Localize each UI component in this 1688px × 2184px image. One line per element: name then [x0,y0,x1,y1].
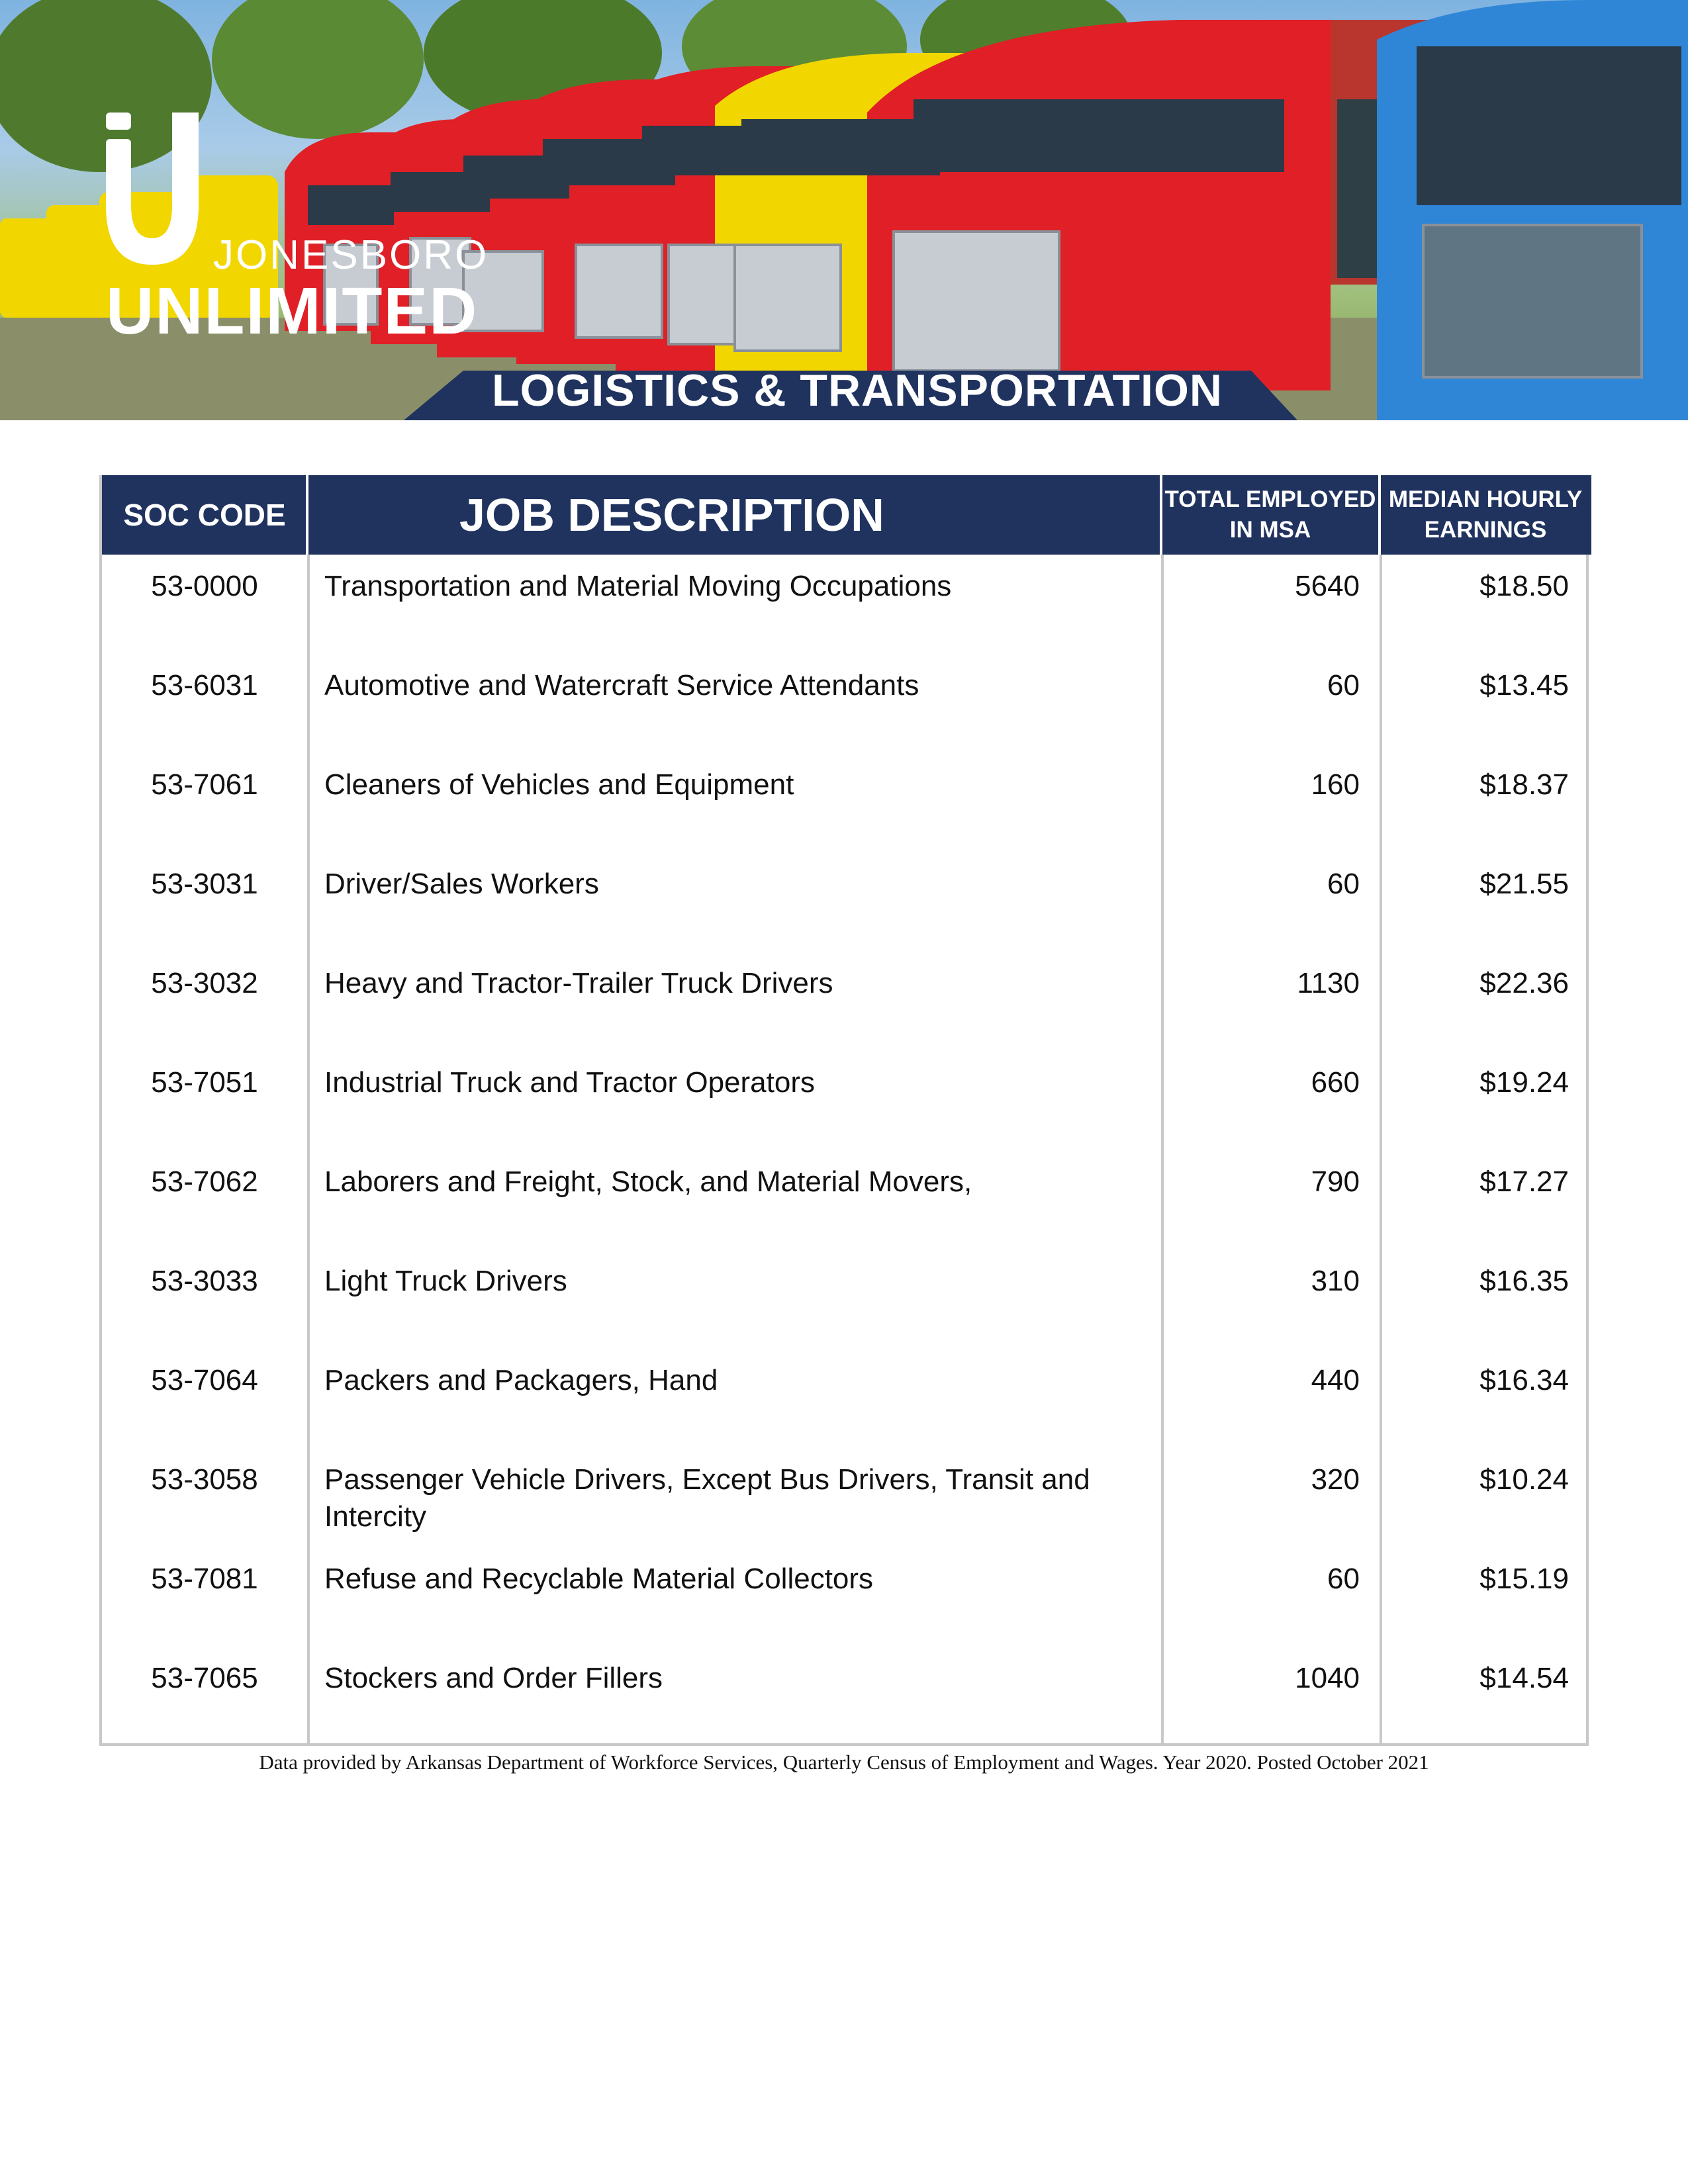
median-earnings-cell: $21.55 [1479,868,1569,900]
total-employed-cell: 310 [1311,1265,1360,1297]
soc-code-cell: 53-7062 [151,1165,258,1198]
total-employed-cell: 60 [1327,868,1360,900]
header-divider [1378,475,1381,555]
total-employed-cell: 790 [1311,1165,1360,1198]
logo-wordmark-top: JONESBORO [213,232,489,278]
table-row [102,555,1591,654]
table-row [102,1547,1591,1647]
median-earnings-cell: $13.45 [1479,669,1569,702]
trucks-photo [0,0,1688,420]
median-earnings-cell: $19.24 [1479,1066,1569,1099]
header-divider [306,475,308,555]
median-earnings-cell: $16.35 [1479,1265,1569,1297]
header-total-employed-line1: TOTAL EMPLOYED [1164,486,1376,512]
header-total-employed-line2: IN MSA [1229,517,1311,543]
header-total-employed [1161,475,1380,555]
source-footnote: Data provided by Arkansas Department of Workforce Services, Quarterly Census of Employment and Wages. Year 2020. Posted October 2021 [259,1751,1429,1774]
table-row [102,1448,1591,1547]
soc-code-cell: 53-7064 [151,1364,258,1396]
median-earnings-cell: $14.54 [1479,1662,1569,1694]
total-employed-cell: 660 [1311,1066,1360,1099]
table-row [102,1349,1591,1448]
table-row [102,952,1591,1051]
table-row [102,1051,1591,1150]
median-earnings-cell: $16.34 [1479,1364,1569,1396]
header-median-earnings-line1: MEDIAN HOURLY [1388,486,1583,512]
job-description-cell: Passenger Vehicle Drivers, Except Bus Drivers, Transit and Intercity [324,1463,1090,1533]
median-earnings-cell: $17.27 [1479,1165,1569,1198]
total-employed-cell: 160 [1311,768,1360,801]
job-description-cell: Transportation and Material Moving Occupations [324,570,952,602]
jonesboro-logo-icon [106,113,199,265]
soc-code-cell: 53-7051 [151,1066,258,1099]
total-employed-cell: 440 [1311,1364,1360,1396]
soc-code-cell: 53-0000 [151,570,258,602]
job-description-cell: Cleaners of Vehicles and Equipment [324,768,794,801]
median-earnings-cell: $10.24 [1479,1463,1569,1496]
job-description-cell: Industrial Truck and Tractor Operators [324,1066,815,1099]
header-median-earnings-line2: EARNINGS [1424,517,1547,543]
median-earnings-cell: $18.37 [1479,768,1569,801]
job-description-cell: Packers and Packagers, Hand [324,1364,718,1396]
job-description-cell: Driver/Sales Workers [324,868,599,900]
soc-code-cell: 53-3032 [151,967,258,999]
table-row [102,654,1591,753]
soc-code-cell: 53-6031 [151,669,258,702]
total-employed-cell: 1130 [1297,967,1360,999]
job-description-cell: Heavy and Tractor-Trailer Truck Drivers [324,967,833,999]
total-employed-cell: 5640 [1295,570,1360,602]
table-row [102,852,1591,952]
soc-code-cell: 53-7061 [151,768,258,801]
header-soc-code: SOC CODE [123,498,286,532]
table-row [102,753,1591,852]
table-row [102,1647,1591,1746]
total-employed-cell: 1040 [1295,1662,1360,1694]
page-title: LOGISTICS & TRANSPORTATION [492,365,1223,416]
table-header [102,475,1591,555]
median-earnings-cell: $15.19 [1479,1563,1569,1595]
header-banner [0,0,1688,420]
total-employed-cell: 60 [1327,1563,1360,1595]
logo-wordmark-bottom: UNLIMITED [106,274,479,348]
table-row [102,1250,1591,1349]
job-description-cell: Stockers and Order Fillers [324,1662,663,1694]
soc-code-cell: 53-7081 [151,1563,258,1595]
total-employed-cell: 320 [1311,1463,1360,1496]
job-description-cell: Light Truck Drivers [324,1265,567,1297]
job-description-cell: Laborers and Freight, Stock, and Material Movers, [324,1165,972,1198]
soc-code-cell: 53-3033 [151,1265,258,1297]
job-description-cell: Refuse and Recyclable Material Collectors [324,1563,874,1595]
job-description-cell: Automotive and Watercraft Service Attendants [324,669,919,702]
header-median-earnings [1380,475,1591,555]
header-job-description: JOB DESCRIPTION [459,489,884,541]
header-divider [1160,475,1162,555]
soc-code-cell: 53-3058 [151,1463,258,1496]
soc-code-cell: 53-3031 [151,868,258,900]
jobs-table [99,475,1589,1746]
soc-code-cell: 53-7065 [151,1662,258,1694]
table-row [102,1150,1591,1250]
total-employed-cell: 60 [1327,669,1360,702]
median-earnings-cell: $18.50 [1479,570,1569,602]
median-earnings-cell: $22.36 [1479,967,1569,999]
